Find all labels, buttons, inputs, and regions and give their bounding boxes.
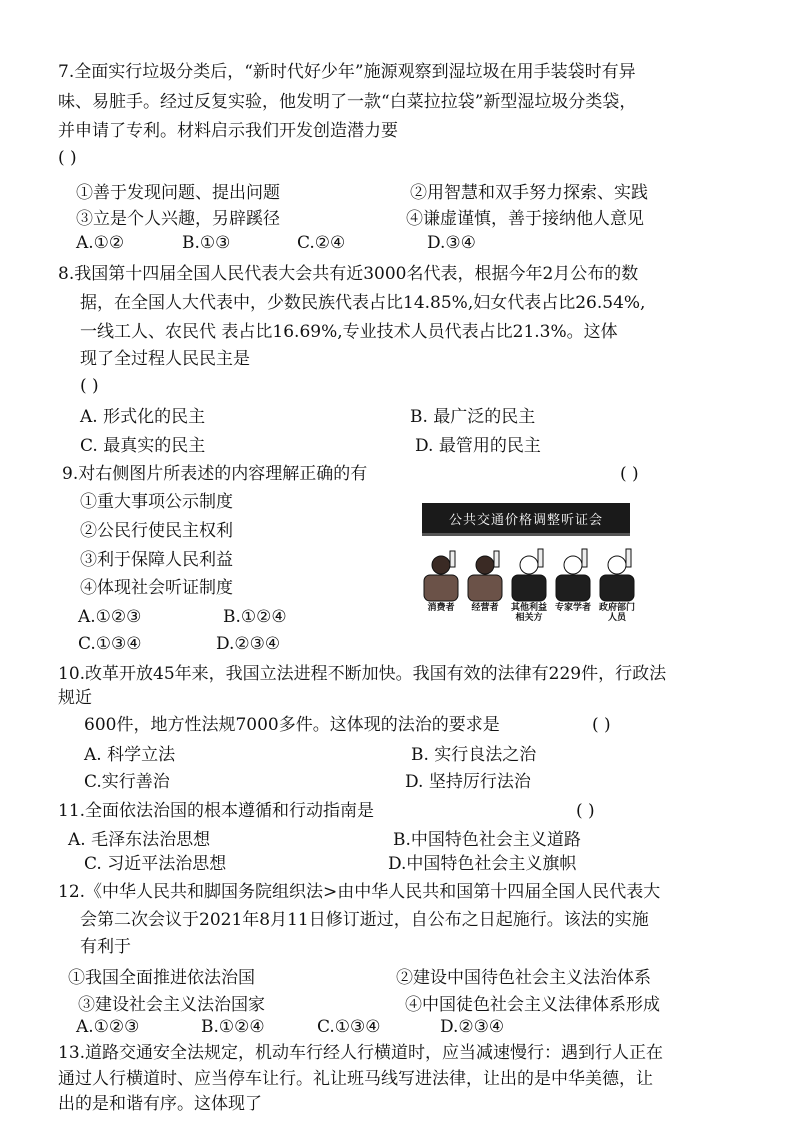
q9-choice-a: A.①②③ (78, 607, 142, 627)
q7-statement-3: ③立是个人兴趣，另辟蹊径 (76, 209, 280, 229)
q9-stem: 9.对右侧图片所表述的内容理解正确的有 (62, 464, 368, 484)
q13-stem-line-3: 出的是和谐有序。这体现了 (58, 1094, 262, 1114)
label-government: 政府部门人员 (598, 603, 635, 623)
q8-stem-line-4: 现了全过程人民民主是 (80, 349, 250, 369)
q11-choice-b: B.中国特色社会主义道路 (393, 830, 581, 850)
q9-statement-1: ①重大事项公示制度 (80, 492, 233, 512)
q8-stem-line-2: 据，在全国人大代表中，少数民族代表占比14.85%,妇女代表占比26.54%, (80, 293, 646, 313)
q11-choice-c: C. 习近平法治思想 (84, 854, 227, 874)
q10-stem-line-1: 10.改革开放45年来，我国立法进程不断加快。我国有效的法律有229件，行政法 (58, 664, 667, 684)
q9-choice-b: B.①②④ (223, 607, 287, 627)
label-consumer: 消费者 (427, 603, 455, 613)
q7-choice-a: A.①② (76, 233, 125, 253)
participant-stakeholder (512, 549, 546, 601)
q8-choice-d: D. 最管用的民主 (415, 436, 541, 456)
q12-statement-2: ②建设中国待色社会主义法治体系 (396, 968, 651, 988)
q12-statement-3: ③建设社会主义法治国家 (78, 995, 265, 1015)
label-operator: 经营者 (471, 603, 499, 613)
q8-stem-line-3: 一线工人、农民代 表占比16.69%,专业技术人员代表占比21.3%。这体 (80, 322, 618, 342)
q9-statement-4: ④体现社会听证制度 (80, 578, 233, 598)
q12-statement-4: ④中国徒色社会主义法律体系形成 (405, 995, 660, 1015)
q10-answer-bracket: ( ) (592, 715, 611, 735)
participant-consumer (424, 551, 458, 601)
participant-operator (468, 551, 502, 601)
q7-stem-line-1: 7.全面实行垃圾分类后，“新时代好少年”施源观察到湿垃圾在用手装袋时有异 (58, 62, 636, 82)
q8-choice-b: B. 最广泛的民主 (410, 407, 536, 427)
q11-choice-a: A. 毛泽东法治思想 (68, 830, 211, 850)
q12-choice-d: D.②③④ (440, 1017, 505, 1037)
participant-expert (556, 549, 590, 601)
q13-stem-line-1: 13.道路交通安全法规定，机动车行经人行横道时，应当减速慢行：遇到行人正在 (58, 1043, 664, 1063)
q9-choice-d: D.②③④ (216, 634, 281, 654)
q7-choice-c: C.②④ (297, 233, 346, 253)
participant-government (600, 549, 634, 601)
q10-choice-a: A. 科学立法 (84, 745, 176, 765)
hearing-illustration (418, 503, 640, 627)
q7-stem-line-2: 味、易脏手。经过反复实验，他发明了一款“白菜拉拉袋”新型湿垃圾分类袋， (58, 92, 637, 112)
q9-statement-3: ③利于保障人民利益 (80, 550, 233, 570)
q10-choice-b: B. 实行良法之治 (411, 745, 537, 765)
q12-choice-a: A.①②③ (76, 1017, 140, 1037)
q9-answer-bracket: ( ) (620, 464, 639, 484)
q12-stem-line-3: 有利于 (80, 937, 131, 957)
q8-choice-a: A. 形式化的民主 (80, 407, 206, 427)
label-expert: 专家学者 (554, 603, 591, 613)
q8-stem-line-1: 8.我国第十四届全国人民代表大会共有近3000名代表，根据今年2月公布的数 (58, 264, 639, 284)
q7-choice-d: D.③④ (427, 233, 476, 253)
q11-answer-bracket: ( ) (576, 801, 595, 821)
q8-choice-c: C. 最真实的民主 (80, 436, 206, 456)
q10-choice-d: D. 坚持厉行法治 (405, 772, 531, 792)
q9-statement-2: ②公民行使民主权利 (80, 521, 233, 541)
q10-stem-line-2: 规近 (58, 688, 92, 708)
q11-choice-d: D.中国特色社会主义旗帜 (388, 854, 577, 874)
hearing-participants-figure (418, 543, 640, 603)
hearing-banner-title: 公共交通价格调整听证会 (422, 503, 630, 536)
q12-statement-1: ①我国全面推进依法治国 (68, 968, 255, 988)
q8-answer-bracket: ( ) (80, 376, 99, 396)
q11-stem: 11.全面依法治国的根本遵循和行动指南是 (58, 801, 375, 821)
q9-choice-c: C.①③④ (78, 634, 142, 654)
q7-statement-4: ④谦虚谨慎，善于接纳他人意见 (406, 209, 644, 229)
q7-statement-1: ①善于发现问题、提出问题 (76, 183, 280, 203)
q12-choice-b: B.①②④ (201, 1017, 265, 1037)
q7-answer-bracket: ( ) (58, 148, 77, 168)
q13-stem-line-2: 通过人行横道时、应当停车让行。礼让班马线写进法律，让出的是中华美德，让 (58, 1069, 653, 1089)
q12-stem-line-1: 12.《中华人民共和脚国务院组织法>由中华人民共和国第十四届全国人民代表大 (58, 882, 661, 902)
label-stakeholder: 其他利益相关方 (510, 603, 547, 623)
q10-stem-line-3: 600件，地方性法规7000多件。这体现的法治的要求是 (84, 715, 500, 735)
q7-stem-line-3: 并申请了专利。材料启示我们开发创造潜力要 (58, 121, 398, 141)
q7-choice-b: B.①③ (182, 233, 231, 253)
q10-choice-c: C.实行善治 (84, 772, 170, 792)
q12-stem-line-2: 会第二次会议于2021年8月11日修订逝过，自公布之日起施行。该法的实施 (80, 910, 649, 930)
q12-choice-c: C.①③④ (317, 1017, 381, 1037)
q7-statement-2: ②用智慧和双手努力探索、实践 (410, 183, 648, 203)
